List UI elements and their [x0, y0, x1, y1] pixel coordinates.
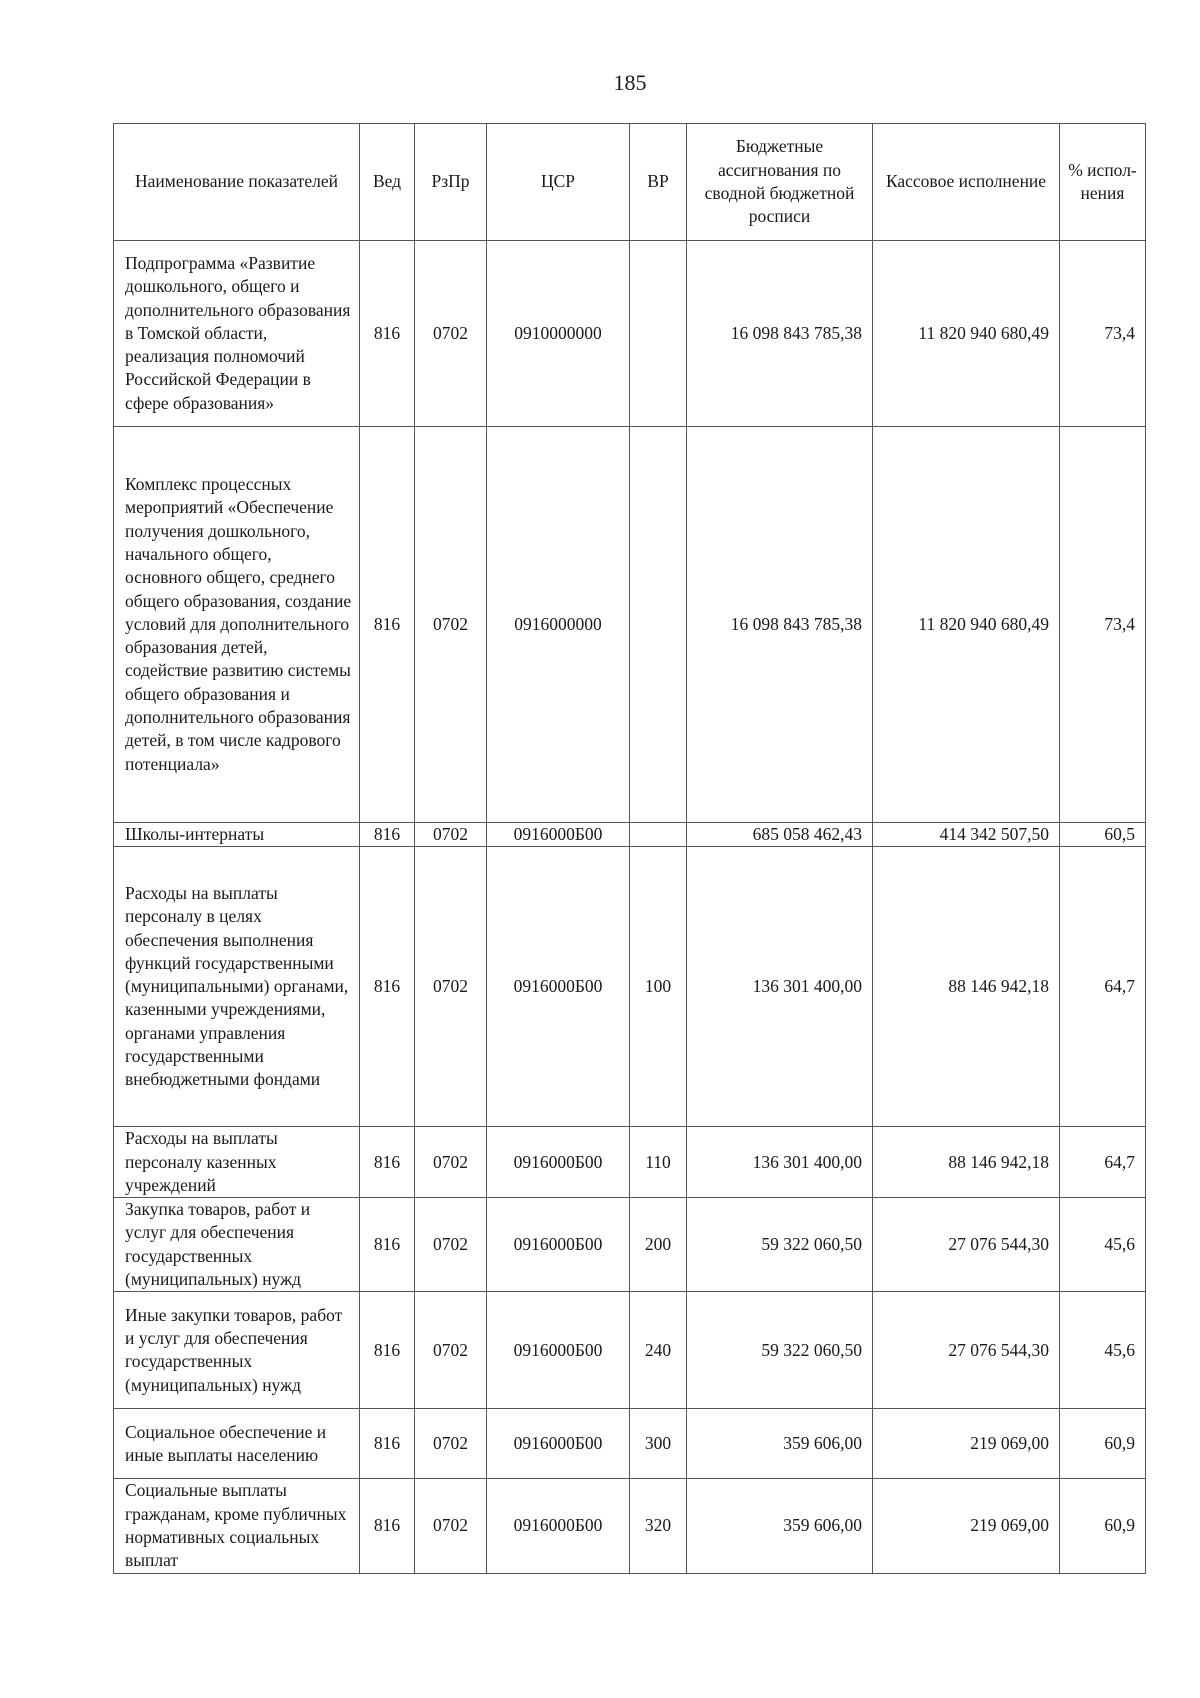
- row-ved: 816: [360, 1409, 415, 1479]
- row-ved: 816: [360, 241, 415, 427]
- row-rzpr: 0702: [415, 847, 487, 1127]
- row-cash: 11 820 940 680,49: [873, 241, 1060, 427]
- row-rzpr: 0702: [415, 1292, 487, 1409]
- row-cash: 88 146 942,18: [873, 1127, 1060, 1198]
- row-csr: 0916000Б00: [487, 847, 630, 1127]
- row-name: Комплекс процессных мероприятий «Обеспечение получения дошкольного, начального общего, основного общего, среднего общего образования, создание условий для дополнительного образования детей, содействие развитию системы общего образования и дополнительного образования детей, в том числе кадрового потенциала»: [114, 427, 360, 823]
- header-percent: % испол-нения: [1060, 124, 1146, 241]
- table-row: [114, 847, 1146, 1127]
- row-name: Социальные выплаты гражданам, кроме публичных нормативных социальных выплат: [114, 1479, 360, 1573]
- row-name: Подпрограмма «Развитие дошкольного, общего и дополнительного образования в Томской области, реализация полномочий Российской Федерации в сфере образования»: [114, 241, 360, 427]
- row-vr: 240: [630, 1292, 687, 1409]
- row-ved: 816: [360, 823, 415, 847]
- header-budget: Бюджетные ассигнования по сводной бюджетной росписи: [687, 124, 873, 241]
- row-percent: 64,7: [1060, 847, 1146, 1127]
- row-rzpr: 0702: [415, 1198, 487, 1292]
- row-name: Социальное обеспечение и иные выплаты населению: [114, 1409, 360, 1479]
- row-ved: 816: [360, 1127, 415, 1198]
- row-vr: 110: [630, 1127, 687, 1198]
- row-csr: 0916000Б00: [487, 1409, 630, 1479]
- row-cash: 219 069,00: [873, 1479, 1060, 1573]
- header-name: Наименование показателей: [114, 124, 360, 241]
- row-rzpr: 0702: [415, 1409, 487, 1479]
- row-percent: 60,9: [1060, 1479, 1146, 1573]
- row-name: Иные закупки товаров, работ и услуг для обеспечения государственных (муниципальных) нужд: [114, 1292, 360, 1409]
- header-csr: ЦСР: [487, 124, 630, 241]
- row-ved: 816: [360, 1198, 415, 1292]
- row-name: Школы-интернаты: [114, 823, 360, 847]
- row-csr: 0916000Б00: [487, 1292, 630, 1409]
- budget-execution-table: [113, 123, 1146, 1574]
- row-budget: 685 058 462,43: [687, 823, 873, 847]
- header-rzpr: РзПр: [415, 124, 487, 241]
- row-percent: 73,4: [1060, 241, 1146, 427]
- header-vr: ВР: [630, 124, 687, 241]
- row-budget: 59 322 060,50: [687, 1292, 873, 1409]
- row-vr: [630, 241, 687, 427]
- row-vr: [630, 823, 687, 847]
- row-vr: 300: [630, 1409, 687, 1479]
- table-row: [114, 1292, 1146, 1409]
- row-cash: 27 076 544,30: [873, 1198, 1060, 1292]
- row-percent: 60,9: [1060, 1409, 1146, 1479]
- row-ved: 816: [360, 847, 415, 1127]
- row-budget: 16 098 843 785,38: [687, 241, 873, 427]
- row-csr: 0916000Б00: [487, 1127, 630, 1198]
- row-csr: 0916000Б00: [487, 823, 630, 847]
- row-cash: 88 146 942,18: [873, 847, 1060, 1127]
- row-csr: 0910000000: [487, 241, 630, 427]
- row-budget: 59 322 060,50: [687, 1198, 873, 1292]
- row-csr: 0916000000: [487, 427, 630, 823]
- row-name: Расходы на выплаты персоналу казенных учреждений: [114, 1127, 360, 1198]
- row-name: Закупка товаров, работ и услуг для обеспечения государственных (муниципальных) нужд: [114, 1198, 360, 1292]
- row-budget: 136 301 400,00: [687, 1127, 873, 1198]
- table-row: [114, 1127, 1146, 1198]
- row-percent: 45,6: [1060, 1292, 1146, 1409]
- row-cash: 27 076 544,30: [873, 1292, 1060, 1409]
- table-row: [114, 241, 1146, 427]
- row-rzpr: 0702: [415, 823, 487, 847]
- row-vr: 100: [630, 847, 687, 1127]
- header-ved: Вед: [360, 124, 415, 241]
- header-cash: Кассовое исполнение: [873, 124, 1060, 241]
- row-rzpr: 0702: [415, 241, 487, 427]
- row-csr: 0916000Б00: [487, 1198, 630, 1292]
- row-rzpr: 0702: [415, 427, 487, 823]
- table-row: [114, 427, 1146, 823]
- row-vr: 200: [630, 1198, 687, 1292]
- page-number: 185: [613, 70, 647, 95]
- row-budget: 359 606,00: [687, 1409, 873, 1479]
- row-vr: 320: [630, 1479, 687, 1573]
- row-budget: 136 301 400,00: [687, 847, 873, 1127]
- table-row: [114, 823, 1146, 847]
- row-percent: 64,7: [1060, 1127, 1146, 1198]
- row-percent: 45,6: [1060, 1198, 1146, 1292]
- row-rzpr: 0702: [415, 1479, 487, 1573]
- table-row: [114, 1198, 1146, 1292]
- table-header-row: [114, 124, 1146, 241]
- row-ved: 816: [360, 1479, 415, 1573]
- row-name: Расходы на выплаты персоналу в целях обеспечения выполнения функций государственными (муниципальными) органами, казенными учреждениями, органами управления государственными внебюджетными фондами: [114, 847, 360, 1127]
- row-percent: 73,4: [1060, 427, 1146, 823]
- row-cash: 219 069,00: [873, 1409, 1060, 1479]
- row-cash: 414 342 507,50: [873, 823, 1060, 847]
- table-row: [114, 1409, 1146, 1479]
- table-row: [114, 1479, 1146, 1573]
- row-csr: 0916000Б00: [487, 1479, 630, 1573]
- row-ved: 816: [360, 1292, 415, 1409]
- row-vr: [630, 427, 687, 823]
- row-budget: 359 606,00: [687, 1479, 873, 1573]
- row-rzpr: 0702: [415, 1127, 487, 1198]
- row-ved: 816: [360, 427, 415, 823]
- row-cash: 11 820 940 680,49: [873, 427, 1060, 823]
- row-percent: 60,5: [1060, 823, 1146, 847]
- row-budget: 16 098 843 785,38: [687, 427, 873, 823]
